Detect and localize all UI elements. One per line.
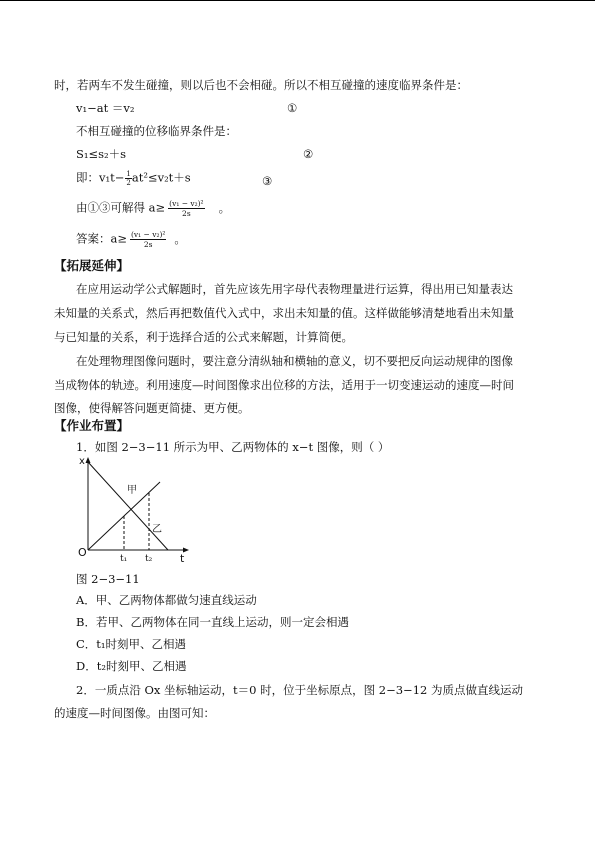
marker-3: ③ [262,174,273,188]
tick-t2: t₂ [145,554,153,564]
text-line-3: 不相互碰撞的位移临界条件是： [76,124,237,138]
option-d: D．t₂时刻甲、乙相遇 [76,659,187,673]
answer-line-prefix: 答案：a≥ [76,231,127,246]
fraction-answer-num: (v₁ − v₂)² [131,230,166,239]
paragraph-2-line-2: 当成物体的轨迹。利用速度—时间图像求出位移的方法，适用于一切变速运动的速度—时间 [54,378,514,392]
paragraph-2-line-3: 图像，使得解答问题更简捷、更方便。 [54,401,250,415]
header-rule [0,0,595,1]
fraction-answer [130,230,166,249]
option-b: B．若甲、乙两物体在同一直线上运动，则一定会相遇 [76,615,349,629]
formula-displacement: S₁≤s₂＋s [76,147,127,161]
formula-combined [76,170,191,187]
formula-combined-suffix: at²≤v₂t＋s [131,170,191,185]
y-axis-arrow [86,457,91,463]
origin-label: O [78,546,87,559]
x-axis-label: t [180,552,185,564]
label-jia: 甲 [127,485,137,496]
paragraph-1-line-2: 未知量的关系式，然后再把数值代入式中，求出未知量的值。这样做能够清楚地看出未知量 [54,306,514,320]
heading-homework: 【作业布置】 [54,418,130,433]
question-1: 1．如图 2−3−11 所示为甲、乙两物体的 x−t 图像，则（ ） [76,440,390,454]
solve-line [76,199,230,218]
paragraph-1-line-3: 与已知量的关系，利于选择合适的公式来解题，计算简便。 [54,330,353,344]
fraction-solve-num: (v₁ − v₂)² [169,199,204,208]
y-axis-label: x [79,456,85,467]
text-line-1: 时，若两车不发生碰撞，则以后也不会相碰。所以不相互碰撞的速度临界条件是： [54,78,468,92]
paragraph-1-line-1: 在应用运动学公式解题时，首先应该先用字母代表物理量进行运算，得出用已知量表达 [76,282,513,296]
formula-velocity: v₁−at ＝v₂ [76,101,135,115]
label-yi: 乙 [152,524,162,535]
solve-line-prefix: 由①③可解得 a≥ [76,200,166,215]
fraction-half-num: 1 [126,170,131,178]
answer-line-suffix: 。 [174,231,186,246]
tick-t1: t₁ [120,554,128,564]
question-2-line-2: 的速度—时间图像。由图可知： [54,706,215,720]
option-c: C．t₁时刻甲、乙相遇 [76,637,187,651]
fraction-answer-den: 2s [143,240,153,249]
fraction-solve [168,199,204,218]
fraction-solve-den: 2s [182,209,191,218]
option-a: A．甲、乙两物体都做匀速直线运动 [76,593,257,607]
xt-graph-figure [72,452,202,564]
figure-caption: 图 2−3−11 [76,572,140,586]
solve-line-suffix: 。 [218,200,231,215]
paragraph-2-line-1: 在处理物理图像问题时，要注意分清纵轴和横轴的意义，切不要把反向运动规律的图像 [76,354,513,368]
question-2-line-1: 2．一质点沿 Ox 坐标轴运动，t＝0 时，位于坐标原点，图 2−3−12 为质点做直线运动 [76,683,523,697]
line-yi [88,462,168,550]
heading-extension: 【拓展延伸】 [54,258,130,273]
fraction-half-den: 2 [126,179,131,187]
answer-line [76,230,186,249]
formula-combined-prefix: 即：v₁t− [76,170,125,185]
marker-1: ① [287,101,298,115]
marker-2: ② [303,147,314,161]
